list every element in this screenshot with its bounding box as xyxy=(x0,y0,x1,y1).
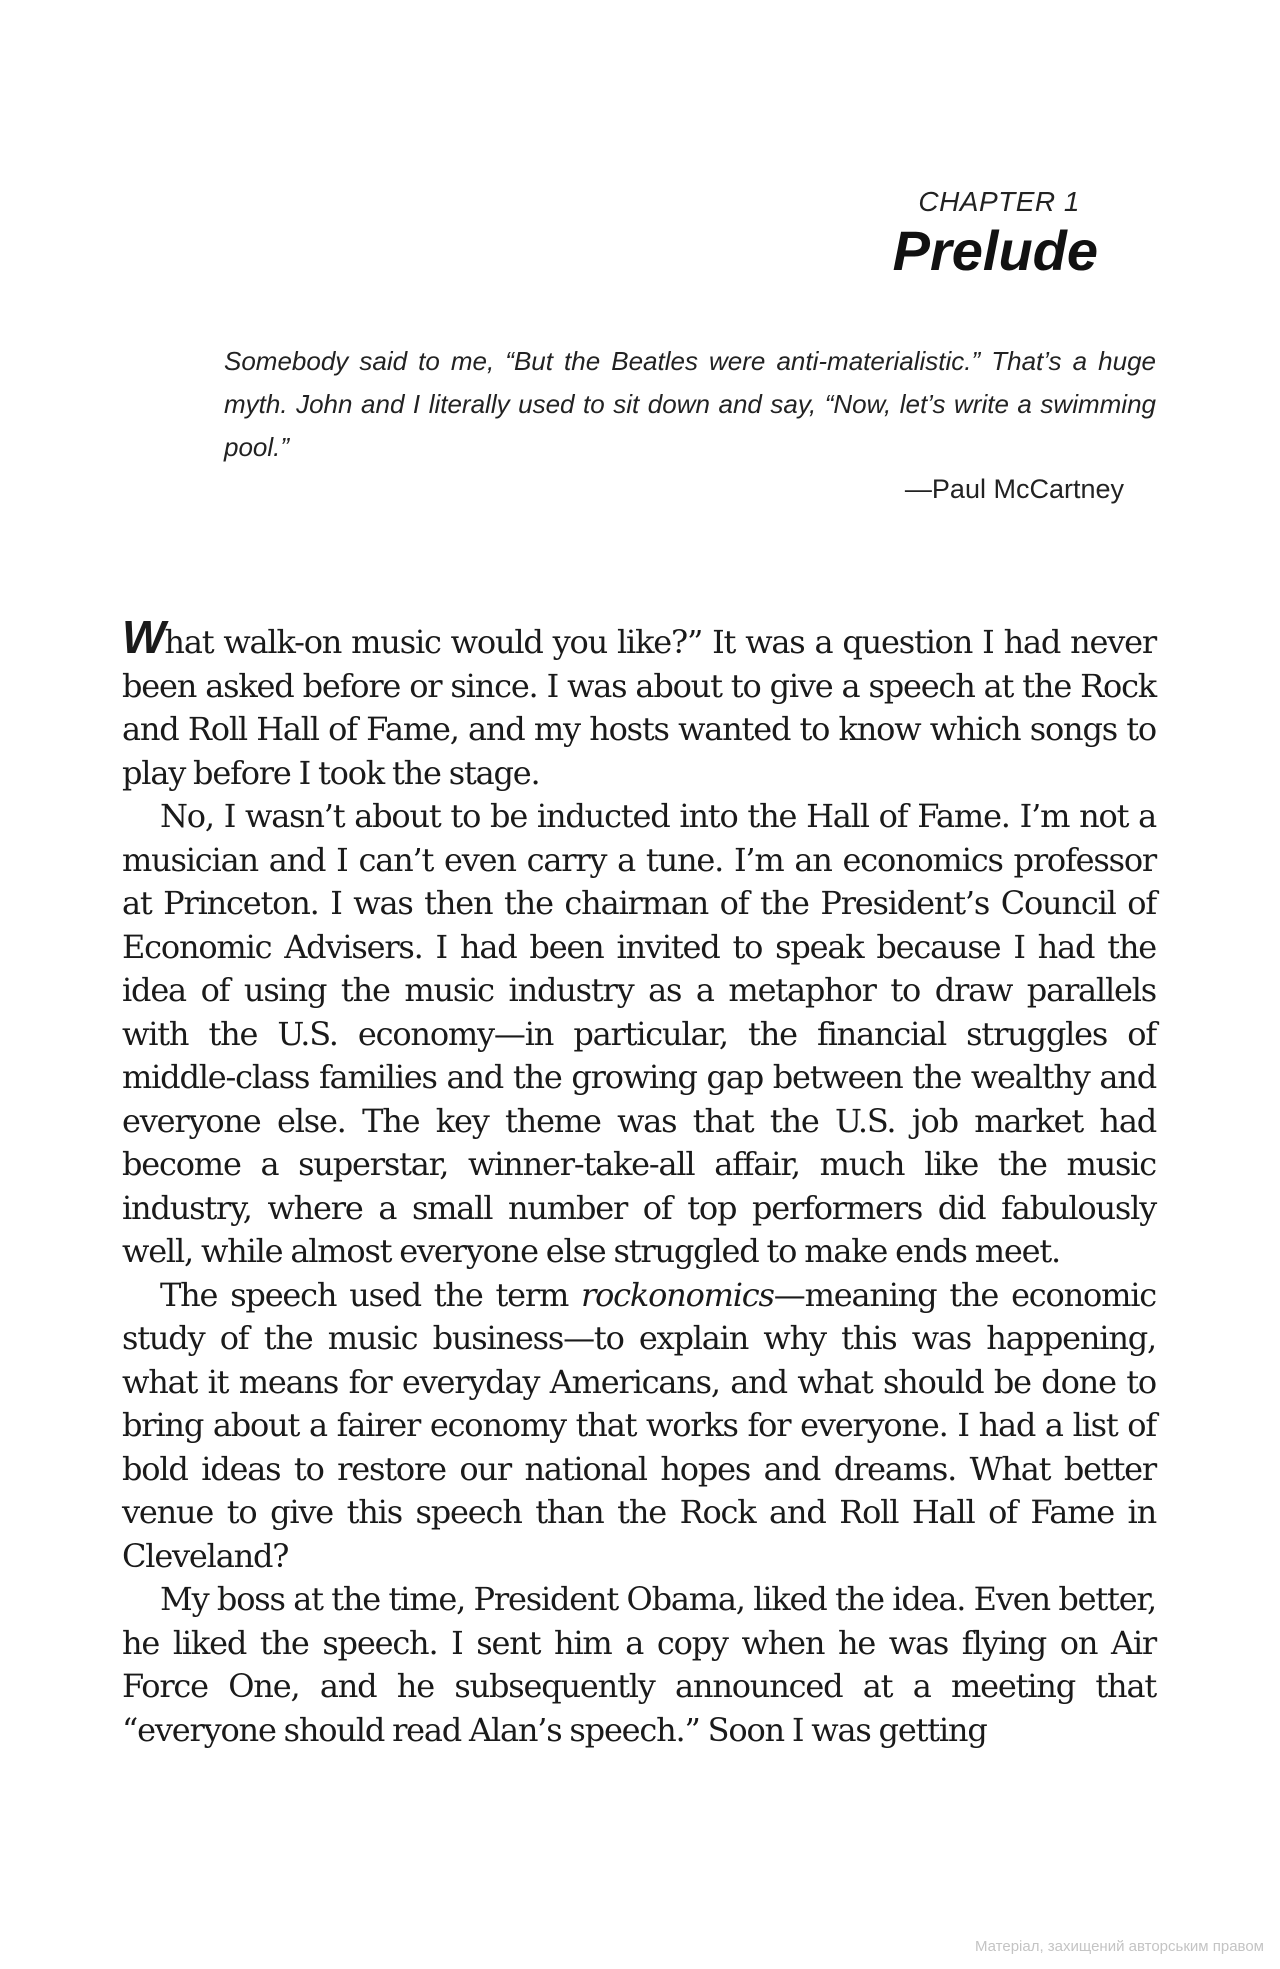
paragraph-1 xyxy=(122,611,1156,795)
paragraph-2: No, I wasn’t about to be inducted into the Hall of Fame. I’m not a musician and I can’t even carry a tune. I’m an economics professor at Princeton. I was then the chairman of the President’s Council of Economic Advisers. I had been invited to speak because I had the idea of using the music industry as a metaphor to draw parallels with the U.S. economy—in particular, the financial struggles of middle-class families and the growing gap between the wealthy and everyone else. The key theme was that the U.S. job market had become a superstar, winner-take-all affair, much like the music industry, where a small number of top performers did fabulously well, while almost everyone else struggled to make ends meet. xyxy=(122,797,1156,1270)
epigraph-quote: Somebody said to me, “But the Beatles were anti-materialistic.” That’s a huge myth. John and I literally used to sit down and say, “Now, let’s write a swimming pool.” xyxy=(224,346,1156,462)
chapter-title: Prelude xyxy=(892,219,1098,282)
italic-term: rockonomics xyxy=(581,1275,774,1314)
body-text xyxy=(122,611,1156,1752)
copyright-watermark: Матеріал, захищений авторським правом xyxy=(974,1938,1264,1955)
paragraph-3-start: The speech used the term xyxy=(160,1275,582,1314)
paragraph-3 xyxy=(122,1274,1156,1579)
paragraph-1-text: hat walk-on music would you like?” It was a question I had never been asked before or since. I was about to give a speech at the Rock and Roll Hall of Fame, and my hosts wanted to know which songs to play before I took the stage. xyxy=(122,623,1156,792)
paragraph-4: My boss at the time, President Obama, liked the idea. Even better, he liked the speech. I sent him a copy when he was flying on Air Force One, and he subsequently announced at a meeting that “everyone should read Alan’s speech.” Soon I was getting xyxy=(122,1580,1156,1749)
paragraph-3-end: —meaning the economic study of the music business—to explain why this was happening, what it means for everyday Americans, and what should be done to bring about a fairer economy that works for everyone. I had a list of bold ideas to restore our national hopes and dreams. What better venue to give this speech than the Rock and Roll Hall of Fame in Cleveland? xyxy=(122,1275,1156,1575)
epigraph-attribution: —Paul McCartney xyxy=(904,474,1124,504)
chapter-label: CHAPTER 1 xyxy=(918,186,1080,217)
drop-cap: W xyxy=(122,611,165,663)
